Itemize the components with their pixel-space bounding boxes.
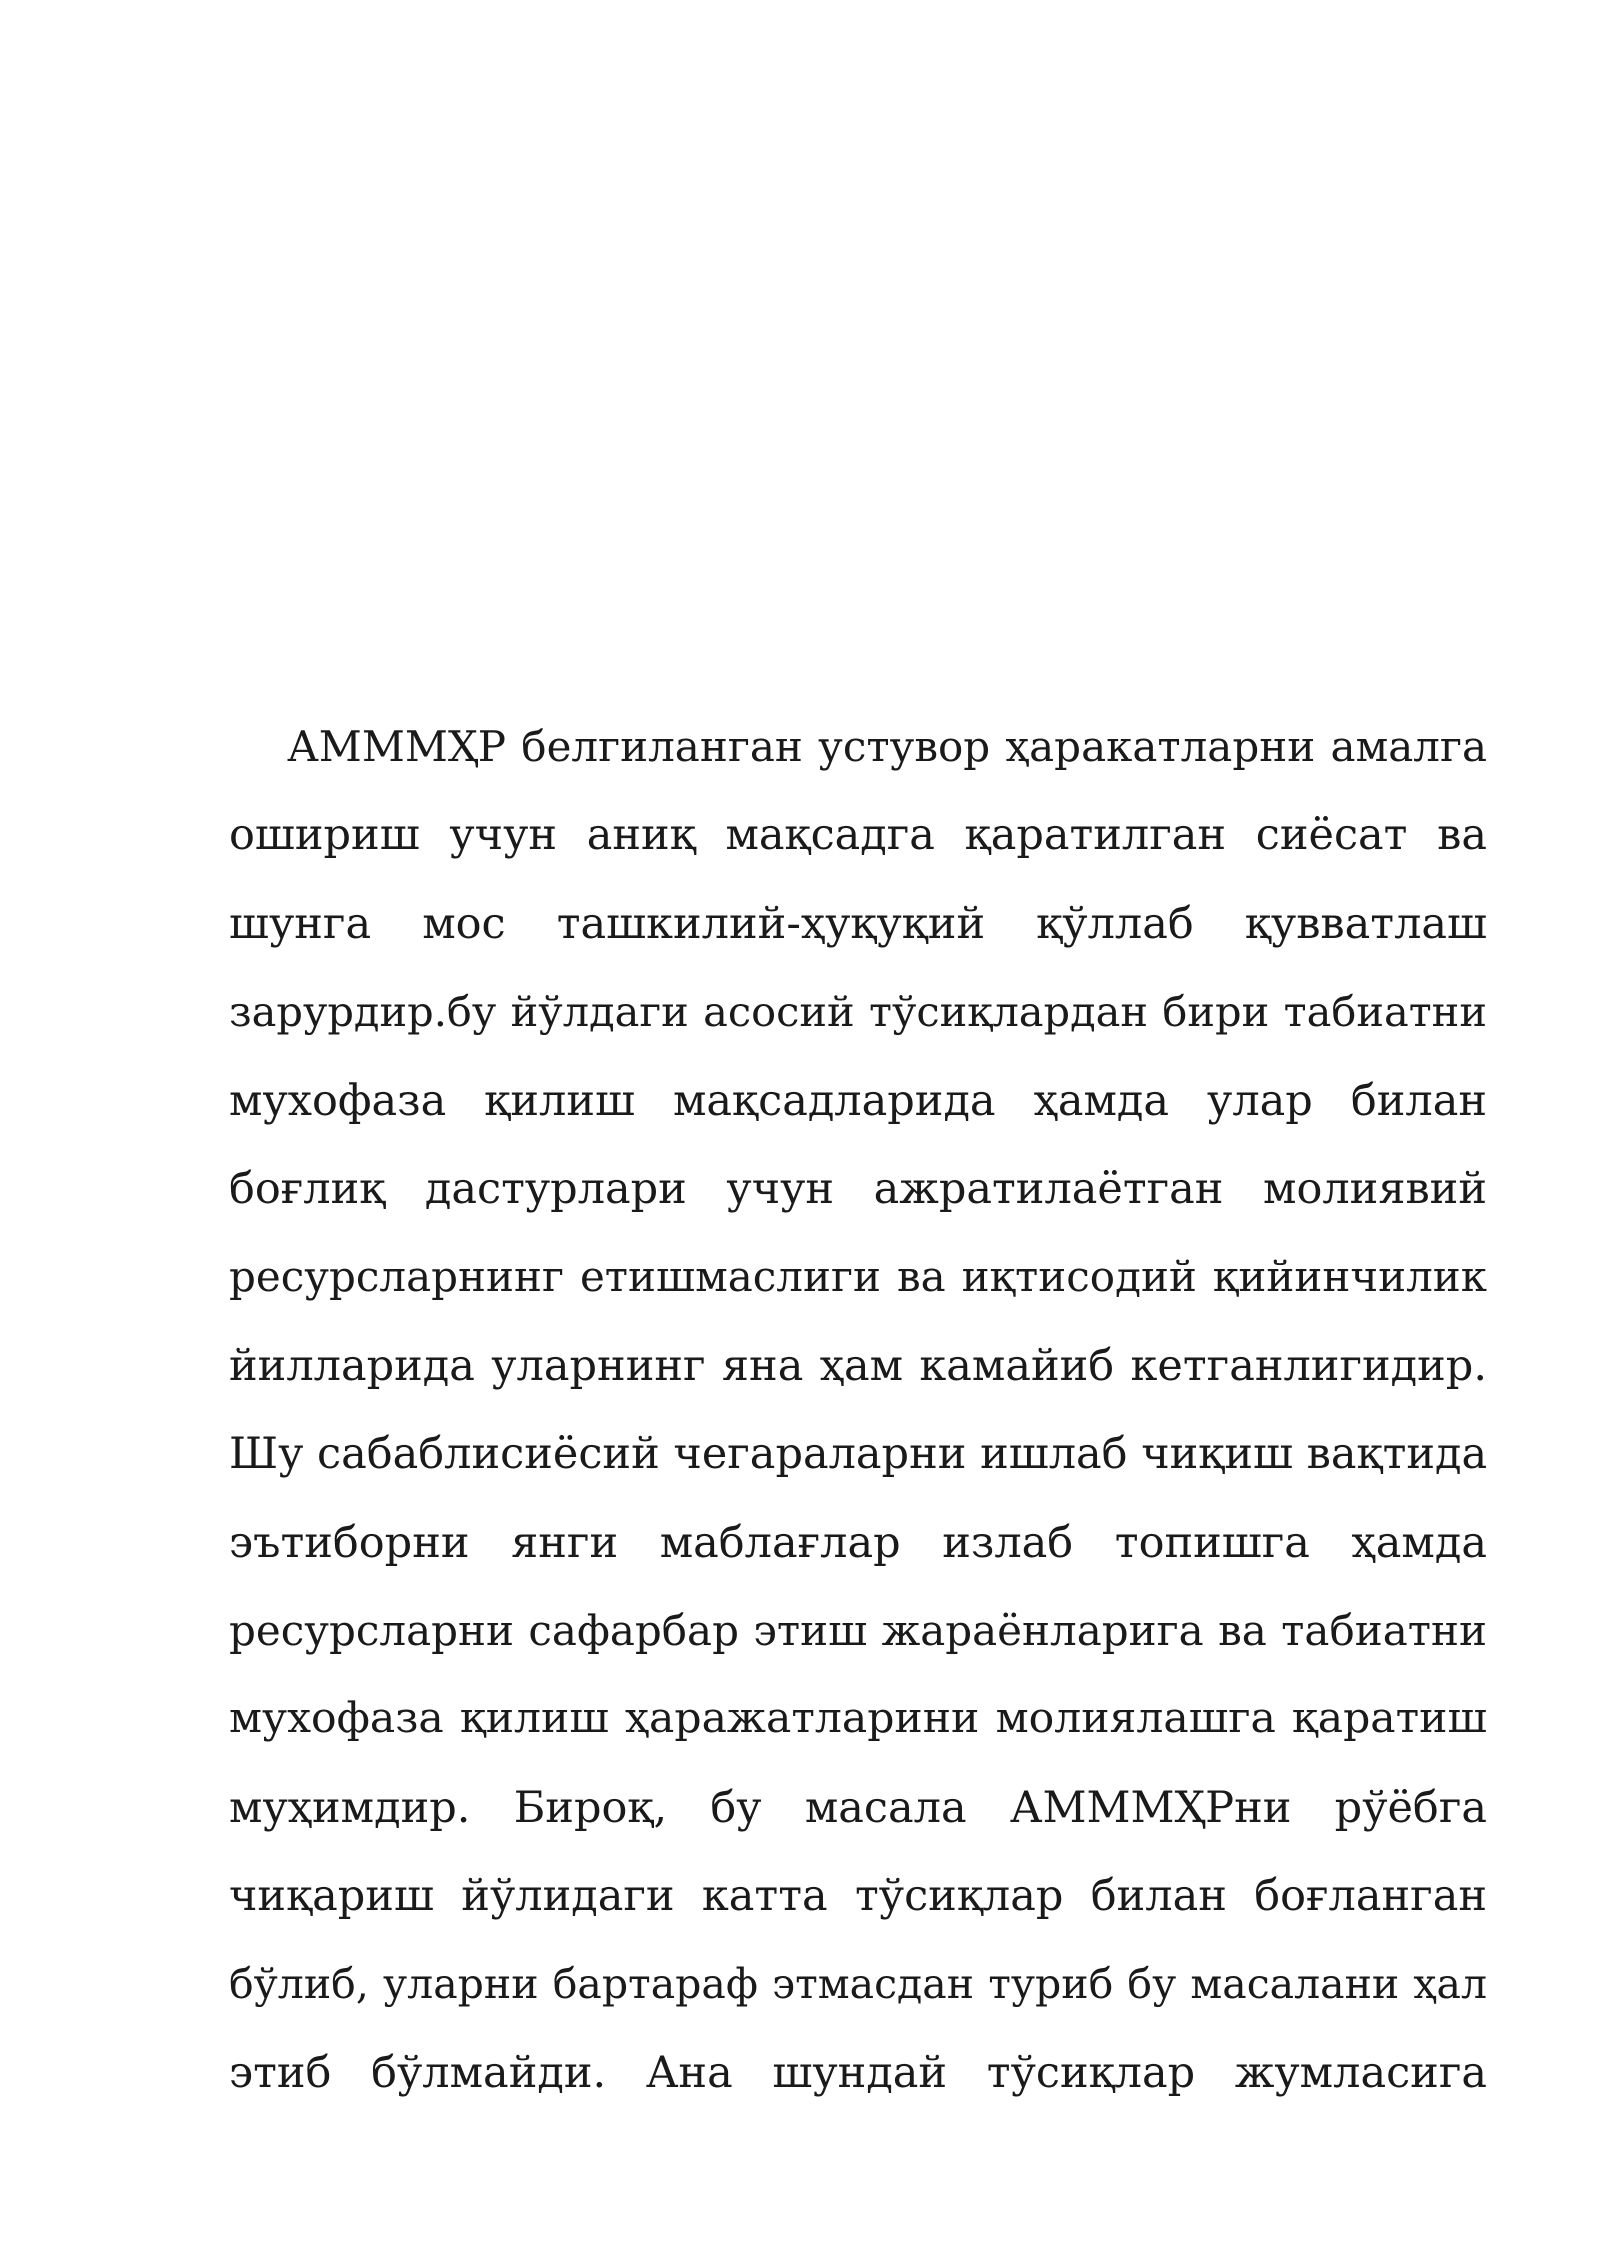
- paragraph-line: йилларида уларнинг яна ҳам камайиб кетганлигидир.: [229, 1340, 1487, 1391]
- paragraph-line: ошириш учун аниқ мақсадга қаратилган сиёсат ва: [229, 810, 1487, 861]
- paragraph-line: ресурсларни сафарбар этиш жараёнларига ва табиатни: [229, 1605, 1487, 1655]
- paragraph-line: мухофаза қилиш ҳаражатларини молиялашга қаратиш: [229, 1694, 1487, 1744]
- paragraph-line: эътиборни янги маблағлар излаб топишга ҳамда: [229, 1517, 1487, 1568]
- paragraph-line: зарурдир.бу йўлдаги асосий тўсиқлардан бири табиатни: [229, 987, 1487, 1037]
- paragraph-line: боғлиқ дастурлари учун ажратилаётган молиявий: [229, 1163, 1487, 1214]
- paragraph-line: шунга мос ташкилий-ҳуқуқий қўллаб қувватлаш: [229, 898, 1487, 949]
- paragraph-line: бўлиб, уларни бартараф этмасдан туриб бу масалани ҳал: [229, 1960, 1487, 2009]
- paragraph-line: этиб бўлмайди. Ана шундай тўсиқлар жумласига: [229, 2047, 1487, 2098]
- paragraph-line: чиқариш йўлидаги катта тўсиқлар билан боғланган: [229, 1871, 1487, 1922]
- paragraph-line: АММMҲР белгиланган устувор ҳаракатларни амалга: [287, 722, 1487, 771]
- paragraph-line: ресурсларнинг етишмаслиги ва иқтисодий қийинчилик: [229, 1252, 1487, 1302]
- paragraph-line: муҳимдир. Бироқ, бу масала АММMҲРни рўёбга: [229, 1782, 1487, 1833]
- paragraph-line: Шу сабаблисиёсий чегараларни ишлаб чиқиш вақтида: [229, 1429, 1488, 1480]
- paragraph-line: мухофаза қилиш мақсадларида ҳамда улар билан: [229, 1075, 1487, 1126]
- body-paragraph: [229, 703, 1487, 2117]
